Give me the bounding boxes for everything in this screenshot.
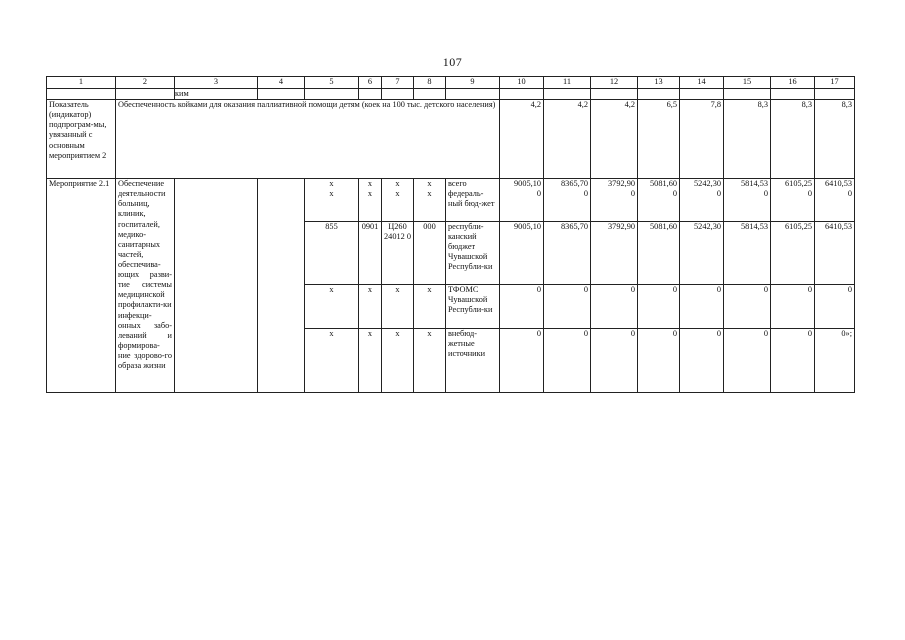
code-cell: х xyxy=(382,179,414,190)
value-cell: 0 xyxy=(815,189,855,221)
header-cell: 4 xyxy=(258,77,305,89)
continuation-cell: ким xyxy=(175,89,258,100)
value-cell: 0 xyxy=(638,328,680,392)
code-cell: 000 xyxy=(414,221,446,284)
code-cell: Ц260 24012 0 xyxy=(382,221,414,284)
header-cell: 8 xyxy=(414,77,446,89)
indicator-value: 8,3 xyxy=(724,100,771,179)
value-cell: 5814,53 xyxy=(724,221,771,284)
value-cell: 0 xyxy=(724,284,771,328)
source-cell: федераль-ный бюд-жет xyxy=(446,189,500,221)
source-cell: всего xyxy=(446,179,500,190)
value-cell: 0 xyxy=(771,284,815,328)
value-cell: 0 xyxy=(500,189,544,221)
indicator-value: 8,3 xyxy=(771,100,815,179)
value-cell: 0 xyxy=(638,284,680,328)
value-cell: 0 xyxy=(638,189,680,221)
value-cell: 0 xyxy=(771,189,815,221)
header-cell: 13 xyxy=(638,77,680,89)
value-cell: 0 xyxy=(591,284,638,328)
code-cell: х xyxy=(305,328,359,392)
header-row xyxy=(47,77,855,89)
value-cell: 8365,70 xyxy=(544,221,591,284)
header-cell: 12 xyxy=(591,77,638,89)
value-cell: 0 xyxy=(680,284,724,328)
indicator-value: 7,8 xyxy=(680,100,724,179)
code-cell: х xyxy=(382,284,414,328)
value-cell: 0 xyxy=(500,328,544,392)
value-cell: 0 xyxy=(680,189,724,221)
source-cell: ТФОМС Чувашской Республи-ки xyxy=(446,284,500,328)
value-cell: 9005,10 xyxy=(500,179,544,190)
value-cell: 9005,10 xyxy=(500,221,544,284)
value-cell: 5081,60 xyxy=(638,179,680,190)
measure-row-total xyxy=(47,179,855,190)
value-cell: 0»; xyxy=(815,328,855,392)
value-cell: 0 xyxy=(771,328,815,392)
header-cell: 7 xyxy=(382,77,414,89)
header-cell: 10 xyxy=(500,77,544,89)
code-cell: х xyxy=(305,179,359,190)
value-cell: 0 xyxy=(815,284,855,328)
header-cell: 14 xyxy=(680,77,724,89)
value-cell: 6410,53 xyxy=(815,221,855,284)
value-cell: 0 xyxy=(500,284,544,328)
source-cell: внебюд-жетные источники xyxy=(446,328,500,392)
page-number: 107 xyxy=(442,55,463,69)
source-cell: республи-канский бюджет Чувашской Республи-ки xyxy=(446,221,500,284)
value-cell: 0 xyxy=(724,189,771,221)
code-cell: х xyxy=(414,189,446,221)
budget-table xyxy=(46,76,855,393)
code-cell: х xyxy=(359,179,382,190)
measure-description: Обеспечение деятельности больниц, клиник, госпиталей, медико-санитарных частей, обеспечива-ющих разви-тие системы медицинской профилакти-ки инфекци-онных забо-леваний и формирова-ние здорово-го образа жизни xyxy=(116,179,175,393)
code-cell: 855 xyxy=(305,221,359,284)
code-cell: х xyxy=(359,328,382,392)
indicator-value: 8,3 xyxy=(815,100,855,179)
indicator-value: 4,2 xyxy=(591,100,638,179)
indicator-label: Показатель (индикатор) подпрограм-мы, увязанный с основным мероприятием 2 xyxy=(47,100,116,179)
value-cell: 6410,53 xyxy=(815,179,855,190)
value-cell: 8365,70 xyxy=(544,179,591,190)
value-cell: 6105,25 xyxy=(771,179,815,190)
value-cell: 6105,25 xyxy=(771,221,815,284)
measure-label: Мероприятие 2.1 xyxy=(47,179,116,393)
indicator-value: 4,2 xyxy=(500,100,544,179)
header-cell: 6 xyxy=(359,77,382,89)
code-cell: х xyxy=(359,189,382,221)
indicator-value: 6,5 xyxy=(638,100,680,179)
value-cell: 3792,90 xyxy=(591,179,638,190)
header-cell: 3 xyxy=(175,77,258,89)
code-cell: х xyxy=(305,189,359,221)
header-cell: 17 xyxy=(815,77,855,89)
header-cell: 11 xyxy=(544,77,591,89)
code-cell: х xyxy=(414,328,446,392)
value-cell: 0 xyxy=(544,328,591,392)
value-cell: 0 xyxy=(544,284,591,328)
header-cell: 2 xyxy=(116,77,175,89)
code-cell: х xyxy=(414,284,446,328)
code-cell: х xyxy=(414,179,446,190)
code-cell: х xyxy=(382,189,414,221)
indicator-value: 4,2 xyxy=(544,100,591,179)
header-cell: 15 xyxy=(724,77,771,89)
code-cell: х xyxy=(359,284,382,328)
indicator-row xyxy=(47,100,855,179)
value-cell: 3792,90 xyxy=(591,221,638,284)
code-cell: х xyxy=(382,328,414,392)
value-cell: 5081,60 xyxy=(638,221,680,284)
indicator-description: Обеспеченность койками для оказания паллиативной помощи детям (коек на 100 тыс. детского населения) xyxy=(116,100,500,179)
value-cell: 0 xyxy=(544,189,591,221)
value-cell: 0 xyxy=(591,328,638,392)
value-cell: 0 xyxy=(680,328,724,392)
code-cell: х xyxy=(305,284,359,328)
header-cell: 1 xyxy=(47,77,116,89)
value-cell: 5242,30 xyxy=(680,221,724,284)
value-cell: 5242,30 xyxy=(680,179,724,190)
header-cell: 16 xyxy=(771,77,815,89)
header-cell: 5 xyxy=(305,77,359,89)
value-cell: 0 xyxy=(724,328,771,392)
header-cell: 9 xyxy=(446,77,500,89)
value-cell: 0 xyxy=(591,189,638,221)
code-cell: 0901 xyxy=(359,221,382,284)
value-cell: 5814,53 xyxy=(724,179,771,190)
continuation-row xyxy=(47,89,855,100)
